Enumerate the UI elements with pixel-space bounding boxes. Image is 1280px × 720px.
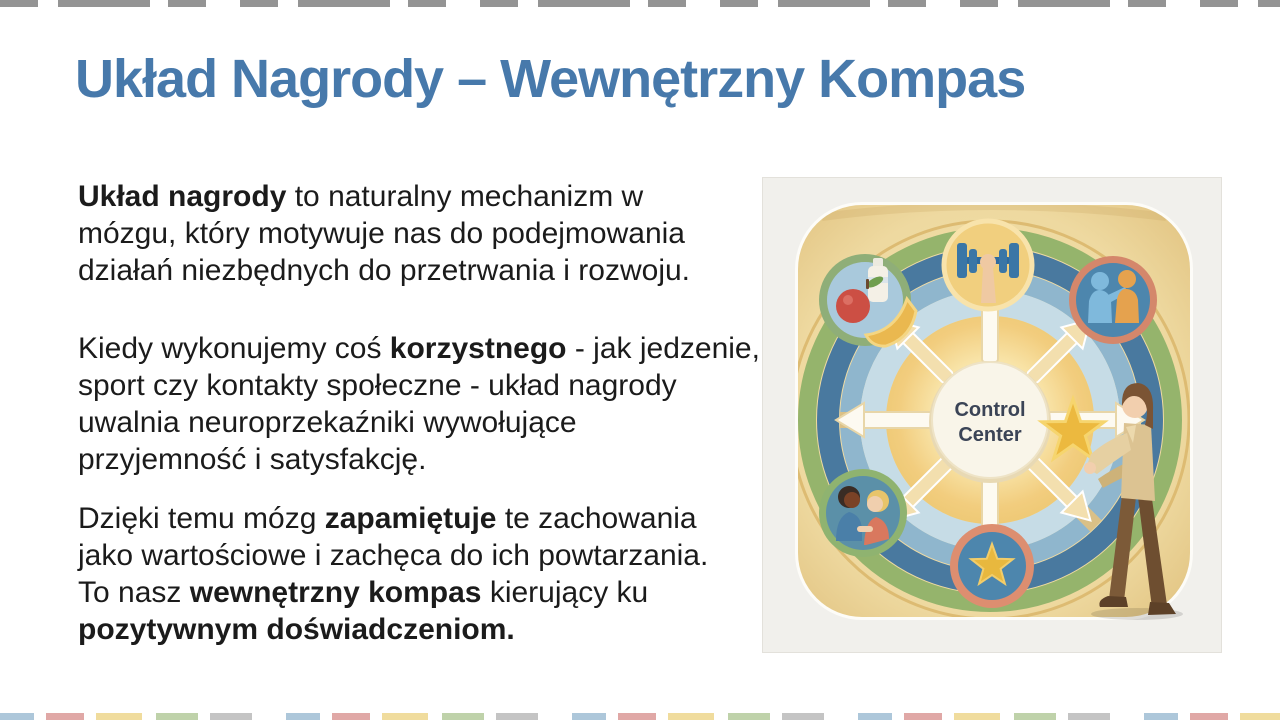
paragraph-beneficial-actions: Kiedy wykonujemy coś korzystnego - jak jedzenie, sport czy kontakty społeczne - układ nagrody uwalnia neuroprzekaźniki wywołujące przyjemność i satysfakcję.	[78, 332, 760, 476]
achievement-badge	[950, 524, 1034, 608]
paragraph-inner-compass: Dzięki temu mózg zapamiętuje te zachowania jako wartościowe i zachęca do ich powtarzania. To nasz wewnętrzny kompas kierujący ku pozytywnym doświadczeniom.	[78, 502, 709, 646]
control-center-label-line1: Control	[954, 399, 1026, 421]
reward-compass-illustration	[762, 177, 1222, 653]
conversation-badge	[819, 469, 907, 557]
hand-icon	[980, 254, 996, 303]
page-title: Układ Nagrody – Wewnętrzny Kompas	[75, 49, 1026, 109]
bottom-cropped-content-strip	[0, 713, 1280, 720]
control-center-label-line2: Center	[958, 424, 1022, 446]
paragraph-reward-system: Układ nagrody to naturalny mechanizm w mózgu, który motywuje nas do podejmowania działań niezbędnych do przetrwania i rozwoju.	[78, 180, 691, 287]
control-center-hub	[929, 361, 1051, 483]
exercise-reward-badge	[944, 221, 1032, 309]
social-support-badge	[1069, 256, 1157, 344]
top-cropped-content-strip	[0, 0, 1280, 7]
